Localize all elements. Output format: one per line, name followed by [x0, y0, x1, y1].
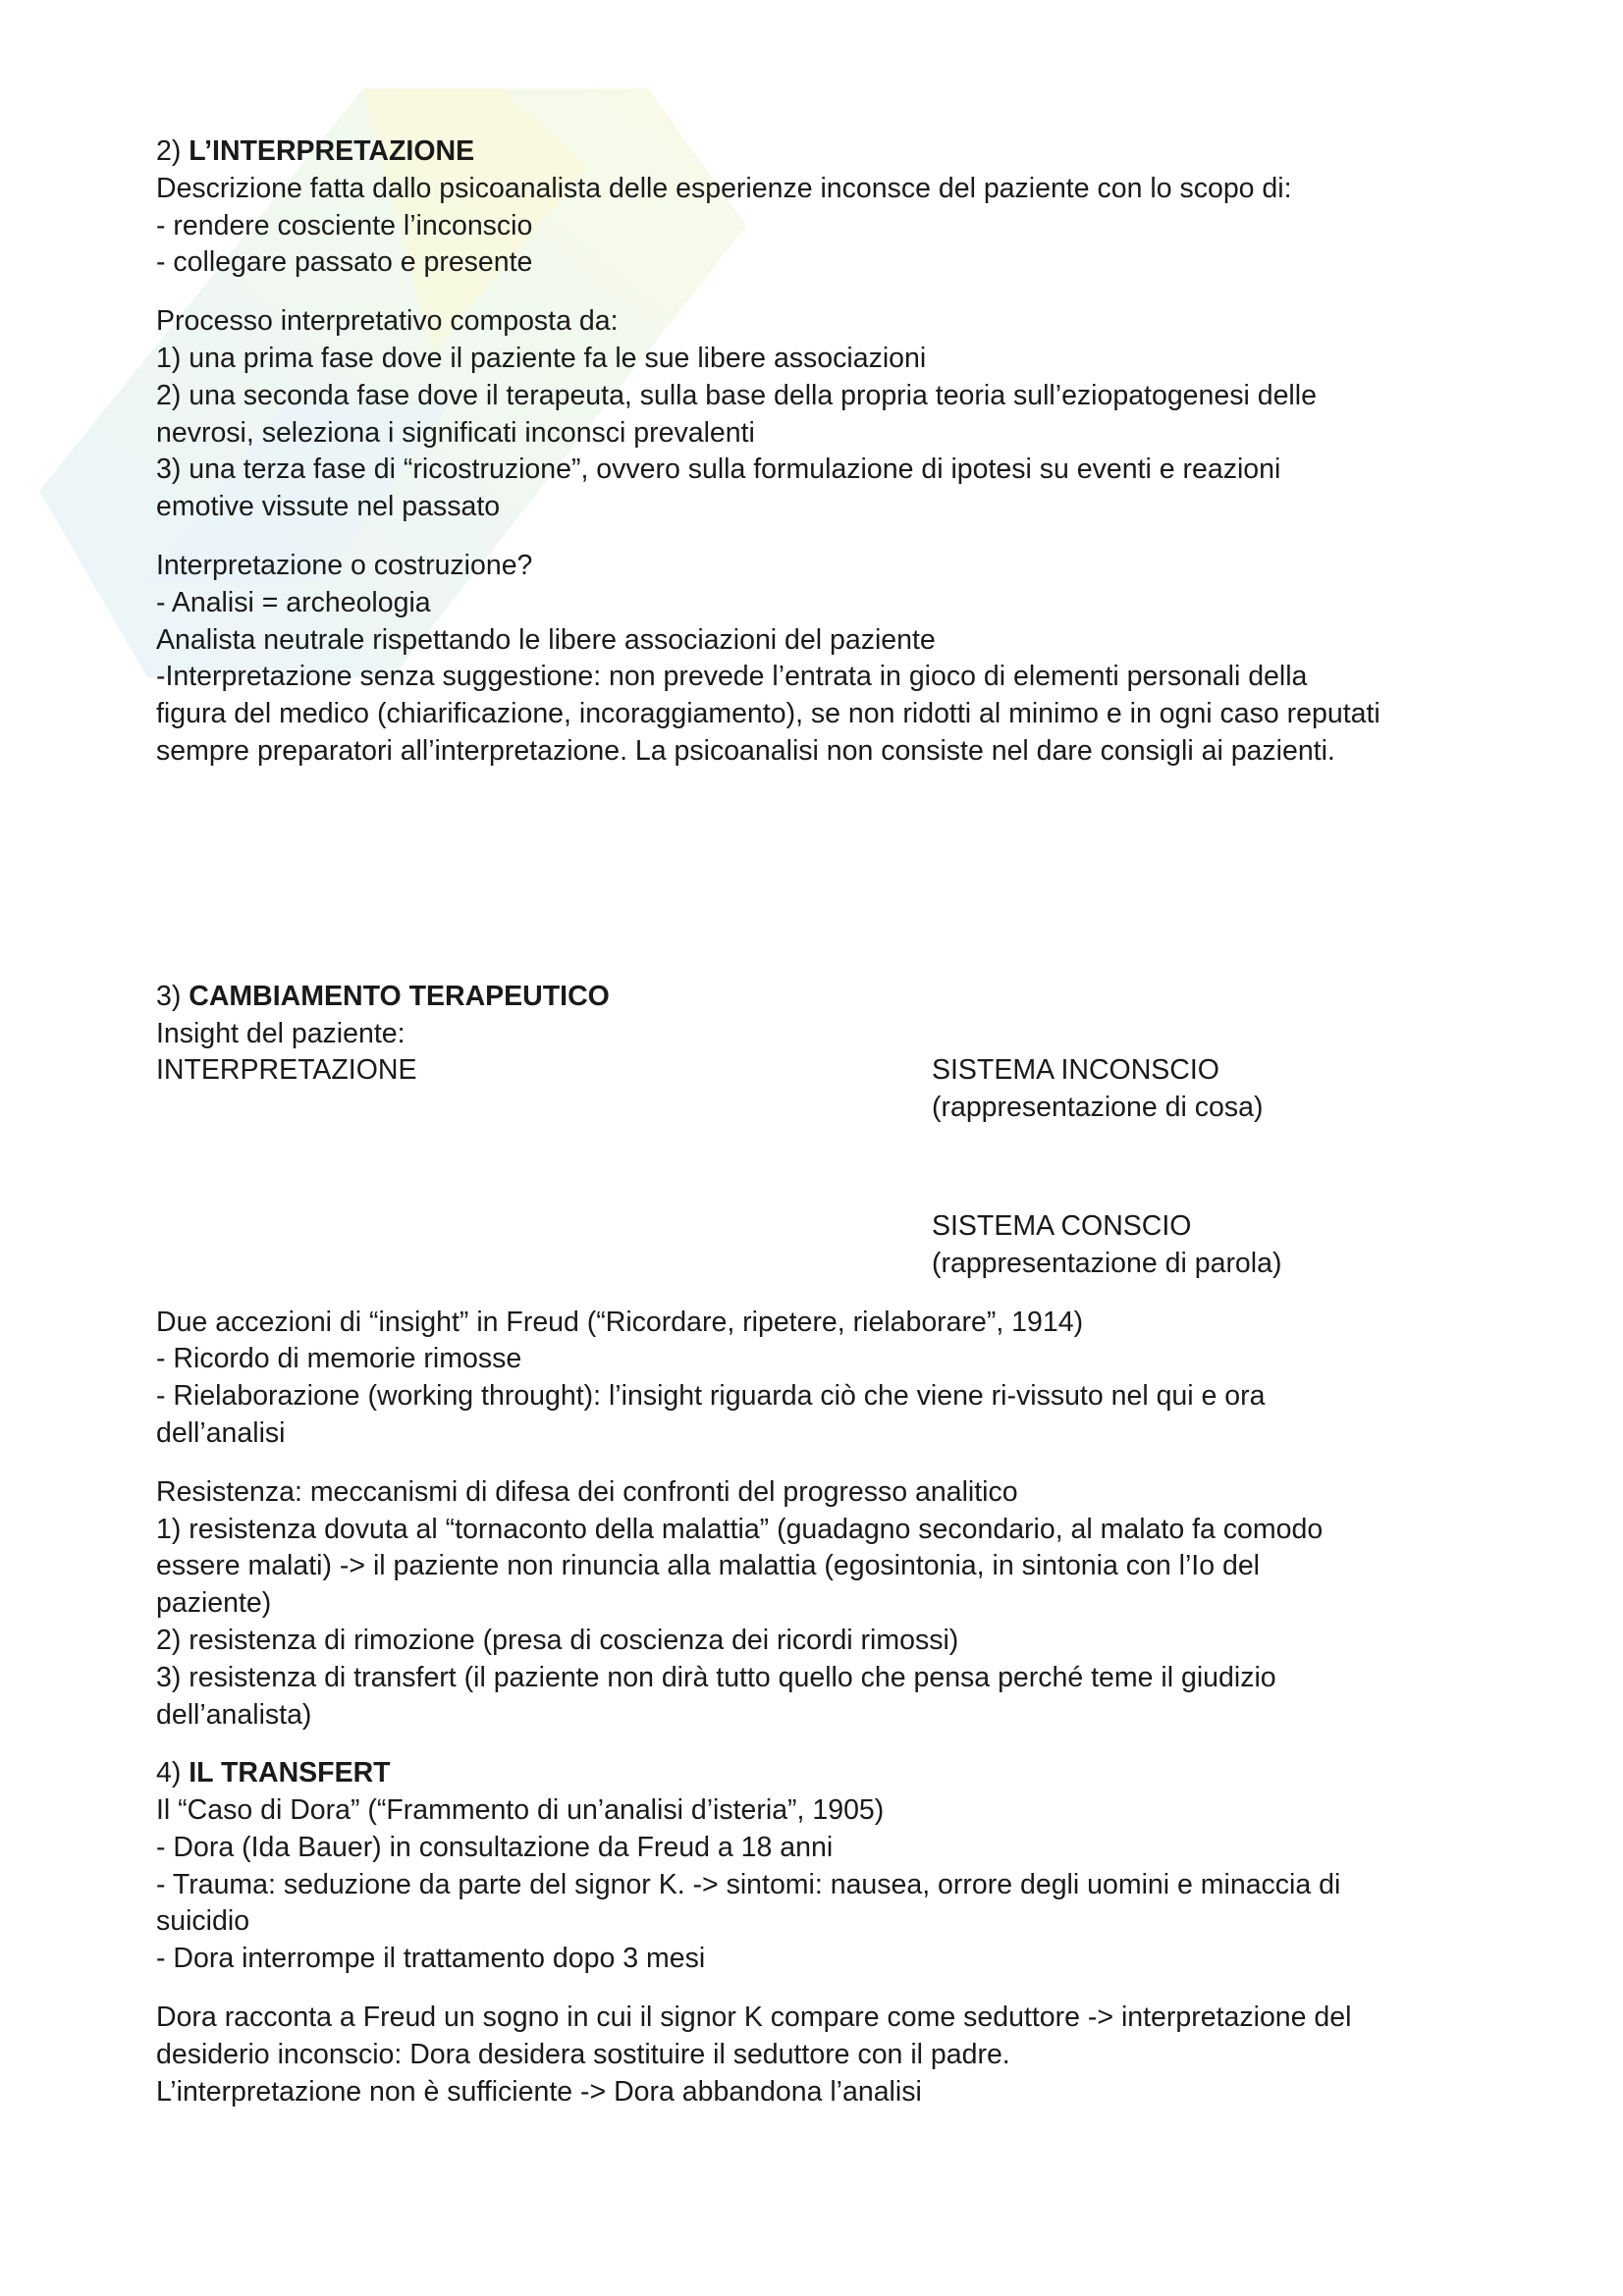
text-line: 1) resistenza dovuta al “tornaconto della malattia” (guadagno secondario, al malato fa comodo — [156, 1513, 1324, 1545]
text-line: 1) una prima fase dove il paziente fa le sue libere associazioni — [156, 342, 927, 374]
section-heading-transfert: 4) IL TRANSFERT — [156, 1757, 391, 1789]
text-line: Il “Caso di Dora” (“Frammento di un’analisi d’isteria”, 1905) — [156, 1794, 885, 1827]
section-heading-cambiamento-terapeutico: 3) CAMBIAMENTO TERAPEUTICO — [156, 980, 610, 1012]
text-line: sempre preparatori all’interpretazione. La psicoanalisi non consiste nel dare consigli ai pazienti. — [156, 734, 1335, 767]
text-line: nevrosi, seleziona i significati inconsci prevalenti — [156, 416, 755, 449]
text-line: 2) resistenza di rimozione (presa di coscienza dei ricordi rimossi) — [156, 1624, 959, 1656]
text-line: suicidio — [156, 1905, 250, 1938]
text-line: Interpretazione o costruzione? — [156, 549, 533, 581]
text-line: - Analisi = archeologia — [156, 586, 431, 618]
text-line: Insight del paziente: — [156, 1017, 406, 1049]
text-line: - collegare passato e presente — [156, 246, 533, 279]
text-line: dell’analisi — [156, 1416, 286, 1449]
sistema-conscio-sublabel: (rappresentazione di parola) — [932, 1247, 1282, 1279]
text-line: emotive vissute nel passato — [156, 491, 501, 523]
text-line: - Dora interrompe il trattamento dopo 3 mesi — [156, 1943, 706, 1975]
text-line: paziente) — [156, 1587, 272, 1620]
text-line: - rendere cosciente l’inconscio — [156, 209, 533, 241]
sistema-inconscio-label: SISTEMA INCONSCIO — [932, 1054, 1219, 1087]
text-line: Analista neutrale rispettando le libere associazioni del paziente — [156, 623, 936, 656]
section-heading-interpretazione: 2) L’INTERPRETAZIONE — [156, 135, 475, 167]
text-line: dell’analista) — [156, 1698, 312, 1731]
text-line: - Trauma: seduzione da parte del signor K. -> sintomi: nausea, orrore degli uomini e minaccia di — [156, 1868, 1341, 1900]
document-page — [156, 133, 1511, 2110]
text-line: Resistenza: meccanismi di difesa dei confronti del progresso analitico — [156, 1475, 1018, 1508]
text-line: 3) resistenza di transfert (il paziente non dirà tutto quello che pensa perché teme il giudizio — [156, 1661, 1276, 1693]
text-line: essere malati) -> il paziente non rinuncia alla malattia (egosintonia, in sintonia con l’Io del — [156, 1550, 1260, 1582]
sistema-inconscio-sublabel: (rappresentazione di cosa) — [932, 1092, 1264, 1124]
text-line: 3) una terza fase di “ricostruzione”, ovvero sulla formulazione di ipotesi su eventi e reazioni — [156, 454, 1281, 486]
text-line: L’interpretazione non è sufficiente -> Dora abbandona l’analisi — [156, 2075, 922, 2108]
text-line: - Dora (Ida Bauer) in consultazione da Freud a 18 anni — [156, 1831, 834, 1863]
sistema-conscio-label: SISTEMA CONSCIO — [932, 1209, 1192, 1242]
insight-diagram — [156, 1052, 1511, 1282]
text-line: 2) una seconda fase dove il terapeuta, sulla base della propria teoria sull’eziopatogenesi delle — [156, 379, 1317, 411]
text-line: Processo interpretativo composta da: — [156, 305, 619, 338]
interpretazione-label: INTERPRETAZIONE — [156, 1054, 417, 1087]
text-line: - Ricordo di memorie rimosse — [156, 1343, 522, 1375]
text-line: Descrizione fatta dallo psicoanalista delle esperienze inconsce del paziente con lo scopo di: — [156, 172, 1292, 204]
text-line: desiderio inconscio: Dora desidera sostituire il seduttore con il padre. — [156, 2038, 1010, 2070]
text-line: Due accezioni di “insight” in Freud (“Ricordare, ripetere, rielaborare”, 1914) — [156, 1306, 1084, 1338]
text-line: -Interpretazione senza suggestione: non prevede l’entrata in gioco di elementi personali della — [156, 661, 1308, 693]
text-line: - Rielaborazione (working throught): l’insight riguarda ciò che viene ri-vissuto nel qui e ora — [156, 1380, 1266, 1413]
text-line: Dora racconta a Freud un sogno in cui il signor K compare come seduttore -> interpretazione del — [156, 2002, 1352, 2034]
text-line: figura del medico (chiarificazione, incoraggiamento), se non ridotti al minimo e in ogni caso reputati — [156, 698, 1380, 730]
